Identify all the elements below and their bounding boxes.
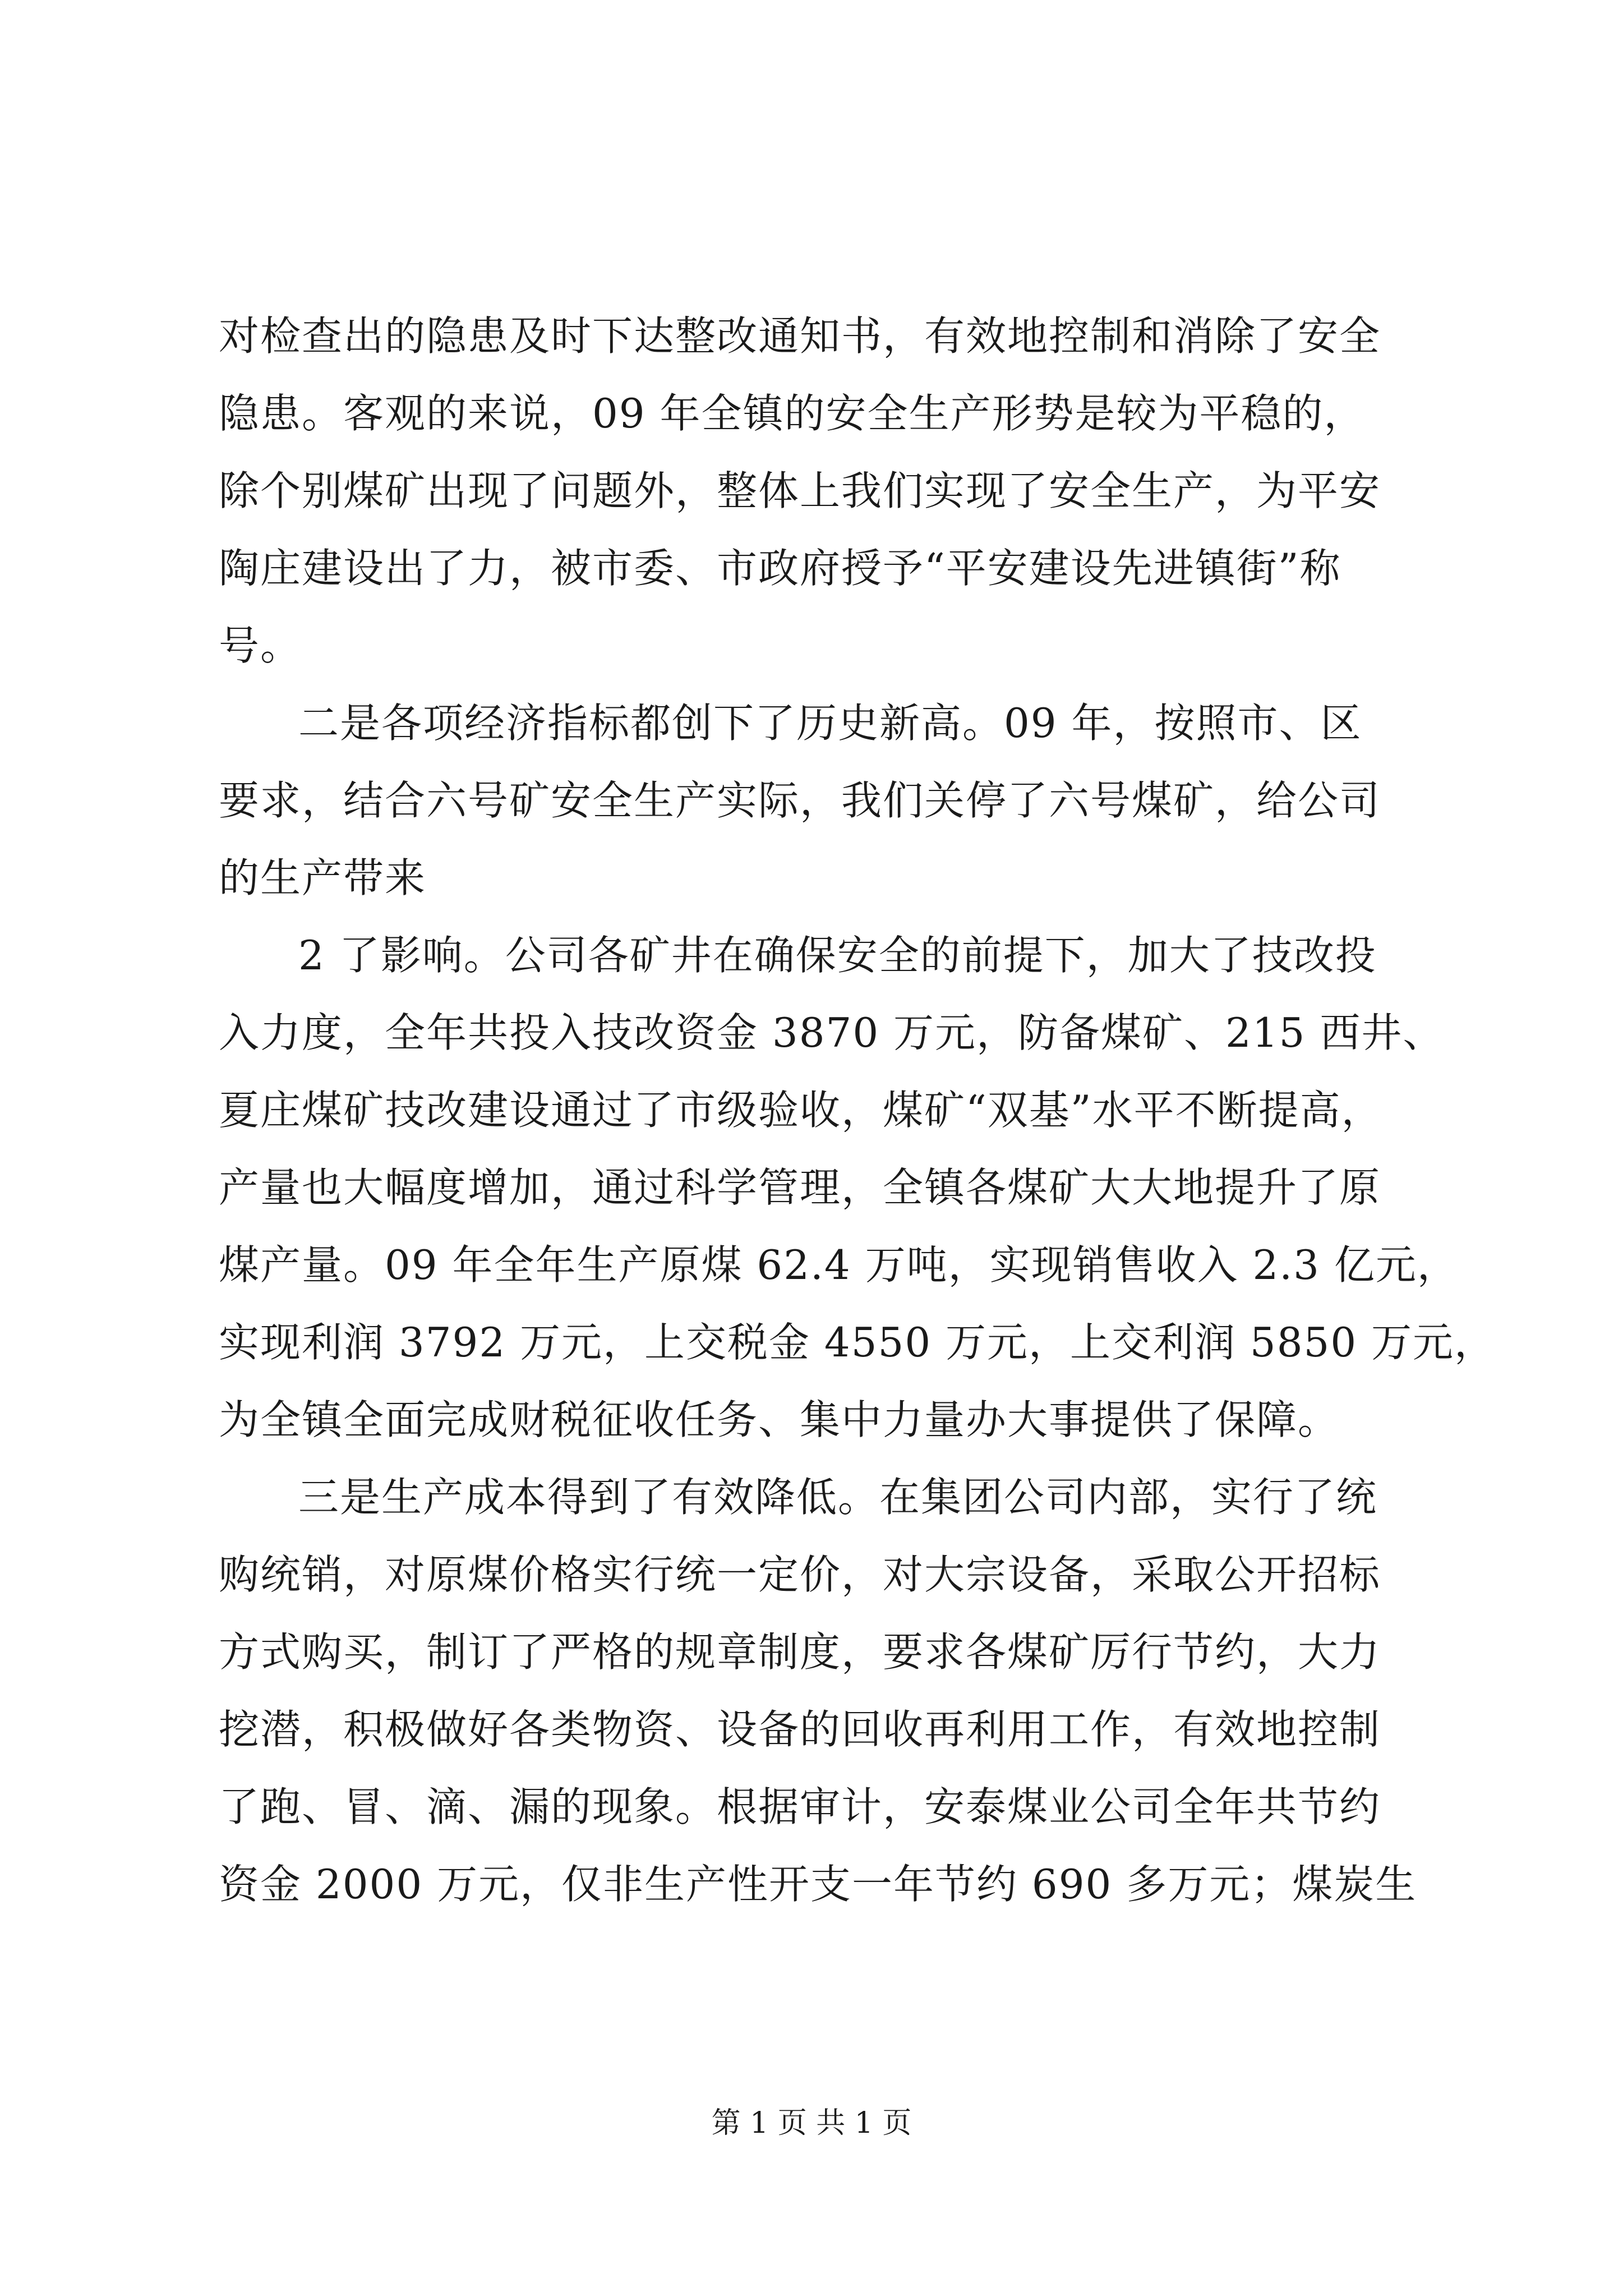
text-line: 隐患。客观的来说，09 年全镇的安全生产形势是较为平稳的， [219,390,1366,437]
text-line: 实现利润 3792 万元，上交税金 4550 万元，上交利润 5850 万元， [219,1319,1496,1366]
text-line: 陶庄建设出了力，被市委、市政府授予“平安建设先进镇街”称 [219,545,1341,592]
text-line: 对检查出的隐患及时下达整改通知书，有效地控制和消除了安全 [219,312,1381,360]
text-line: 为全镇全面完成财税征收任务、集中力量办大事提供了保障。 [219,1396,1340,1443]
page-footer: 第 1 页 共 1 页 [711,2106,912,2140]
text-line: 二是各项经济指标都创下了历史新高。09 年，按照市、区 [298,700,1362,747]
text-line: 了跑、冒、滴、漏的现象。根据审计，安泰煤业公司全年共节约 [219,1783,1381,1830]
text-line: 要求，结合六号矿安全生产实际，我们关停了六号煤矿，给公司 [219,777,1381,824]
text-line: 煤产量。09 年全年生产原煤 62.4 万吨，实现销售收入 2.3 亿元， [219,1241,1459,1289]
text-line: 号。 [219,622,302,669]
text-line: 夏庄煤矿技改建设通过了市级验收，煤矿“双基”水平不断提高， [219,1087,1383,1134]
text-line: 购统销，对原煤价格实行统一定价，对大宗设备，采取公开招标 [219,1551,1381,1598]
text-line: 资金 2000 万元，仅非生产性开支一年节约 690 多万元；煤炭生 [219,1861,1417,1908]
text-line: 除个别煤矿出现了问题外，整体上我们实现了安全生产，为平安 [219,467,1381,514]
text-line: 挖潜，积极做好各类物资、设备的回收再利用工作，有效地控制 [219,1706,1381,1753]
text-line: 三是生产成本得到了有效降低。在集团公司内部，实行了统 [298,1474,1378,1521]
text-line: 2 了影响。公司各矿井在确保安全的前提下，加大了技改投 [298,932,1377,979]
text-line: 入力度，全年共投入技改资金 3870 万元，防备煤矿、215 西井、 [219,1009,1445,1056]
document-body [219,297,1496,1923]
text-line: 产量也大幅度增加，通过科学管理，全镇各煤矿大大地提升了原 [219,1164,1381,1211]
text-line: 的生产带来 [219,854,427,901]
text-line: 方式购买，制订了严格的规章制度，要求各煤矿厉行节约，大力 [219,1628,1381,1676]
